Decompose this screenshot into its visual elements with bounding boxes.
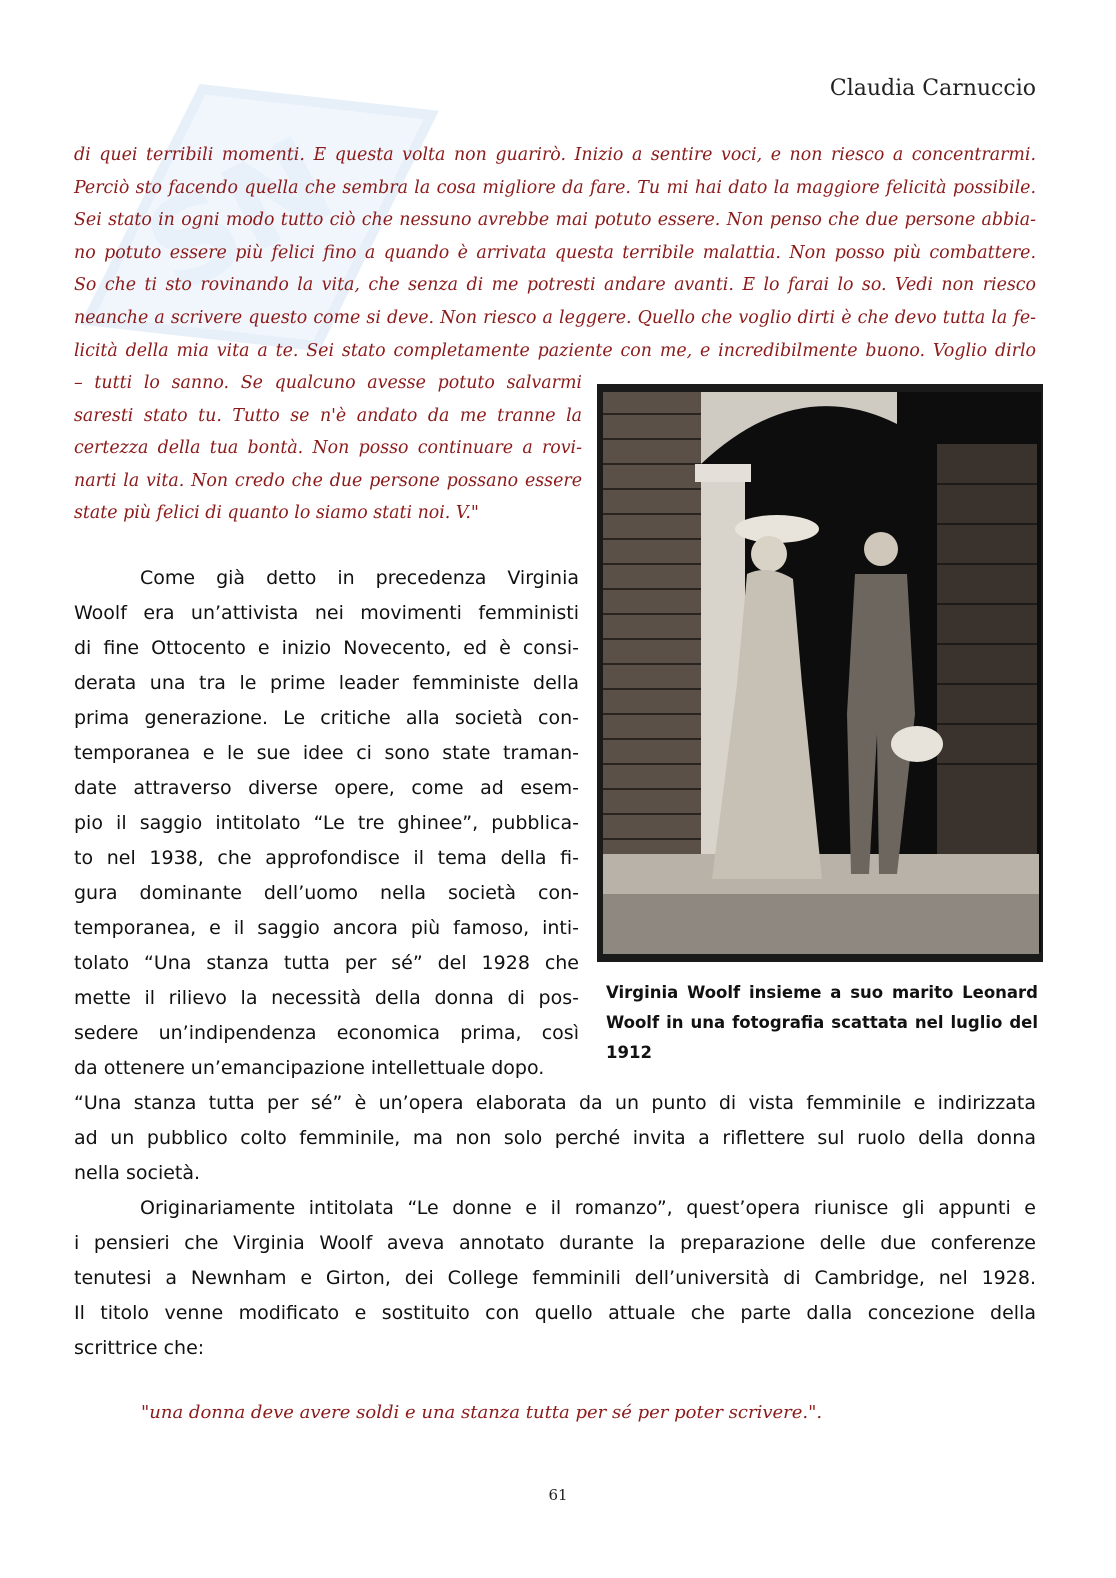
body-line: pio il saggio intitolato “Le tre ghinee”, pubblica-: [74, 812, 579, 834]
body-line: mette il rilievo la necessità della donna di pos-: [74, 987, 579, 1009]
body-line: “Una stanza tutta per sé” è un’opera elaborata da un punto di vista femminile e indirizzata: [74, 1092, 1036, 1114]
body-line: scrittrice che:: [74, 1337, 205, 1359]
body-paragraph-1: [74, 561, 579, 1086]
body-line: tenutesi a Newnham e Girton, dei College femminili dell’università di Cambridge, nel 1928.: [74, 1267, 1036, 1289]
body-line: to nel 1938, che approfondisce il tema della fi-: [74, 847, 579, 869]
body-line: temporanea, e il saggio ancora più famoso, inti-: [74, 917, 579, 939]
body-line: temporanea e le sue idee ci sono state traman-: [74, 742, 579, 764]
body-line: Woolf era un’attivista nei movimenti femministi: [74, 602, 579, 624]
letter-line: certezza della tua bontà. Non posso continuare a rovi-: [74, 438, 582, 459]
letter-text-narrow: [74, 367, 582, 530]
letter-line: saresti stato tu. Tutto se n'è andato da me tranne la: [74, 405, 582, 426]
svg-text:SN: SN: [124, 110, 355, 322]
header-author: Claudia Carnuccio: [829, 76, 1036, 101]
letter-line: di quei terribili momenti. E questa volta non guarirò. Inizio a sentire voci, e non riesco a concentrarmi.: [74, 145, 1036, 165]
body-line: ad un pubblico colto femminile, ma non solo perché invita a riflettere sul ruolo della donna: [74, 1127, 1036, 1149]
photo-virginia-leonard-woolf: [597, 384, 1043, 962]
body-line: Originariamente intitolata “Le donne e il romanzo”, quest’opera riunisce gli appunti e: [140, 1197, 1036, 1219]
body-line: prima generazione. Le critiche alla società con-: [74, 707, 579, 729]
body-line: gura dominante dell’uomo nella società con-: [74, 882, 579, 904]
letter-line: – tutti lo sanno. Se qualcuno avesse potuto salvarmi: [74, 373, 582, 393]
letter-line: Perciò sto facendo quella che sembra la cosa migliore da fare. Tu mi hai dato la maggiore felicità possibile.: [74, 177, 1036, 198]
letter-line: narti la vita. Non credo che due persone possano essere: [74, 470, 582, 491]
quote: "una donna deve avere soldi e una stanza tutta per sé per poter scrivere.".: [141, 1402, 823, 1423]
letter-line: state più felici di quanto lo siamo stati noi. V.": [74, 503, 479, 524]
page-number: 61: [548, 1486, 568, 1504]
body-line: tolato “Una stanza tutta per sé” del 1928 che: [74, 952, 579, 974]
body-line: Come già detto in precedenza Virginia: [140, 567, 579, 589]
photo-caption: [606, 978, 1038, 1068]
letter-text-full: [74, 139, 1036, 367]
letter-line: licità della mia vita a te. Sei stato completamente paziente con me, e incredibilmente buono. Voglio dirlo: [74, 340, 1036, 361]
caption-line: 1912: [606, 1043, 652, 1062]
body-paragraph-2: [74, 1086, 1036, 1366]
letter-line: neanche a scrivere questo come si deve. Non riesco a leggere. Quello che voglio dirti è che devo tutta la fe-: [74, 307, 1036, 328]
body-line: i pensieri che Virginia Woolf aveva annotato durante la preparazione delle due conferenze: [74, 1232, 1036, 1254]
letter-line: no potuto essere più felici fino a quando è arrivata questa terribile malattia. Non posso più combattere.: [74, 242, 1036, 263]
letter-line: Sei stato in ogni modo tutto ciò che nessuno avrebbe mai potuto essere. Non penso che due persone abbia-: [74, 210, 1036, 231]
letter-line: So che ti sto rovinando la vita, che senza di me potresti andare avanti. E lo farai lo so. Vedi non riesco: [74, 275, 1036, 296]
body-line: date attraverso diverse opere, come ad esem-: [74, 777, 579, 799]
body-line: Il titolo venne modificato e sostituito con quello attuale che parte dalla concezione della: [74, 1302, 1036, 1324]
caption-line: Woolf in una fotografia scattata nel luglio del: [606, 1013, 1038, 1032]
body-line: nella società.: [74, 1162, 201, 1184]
body-line: da ottenere un’emancipazione intellettuale dopo.: [74, 1057, 545, 1079]
body-line: derata una tra le prime leader femministe della: [74, 672, 579, 694]
caption-line: Virginia Woolf insieme a suo marito Leonard: [606, 983, 1038, 1002]
body-line: sedere un’indipendenza economica prima, così: [74, 1022, 579, 1044]
body-line: di fine Ottocento e inizio Novecento, ed è consi-: [74, 637, 579, 659]
